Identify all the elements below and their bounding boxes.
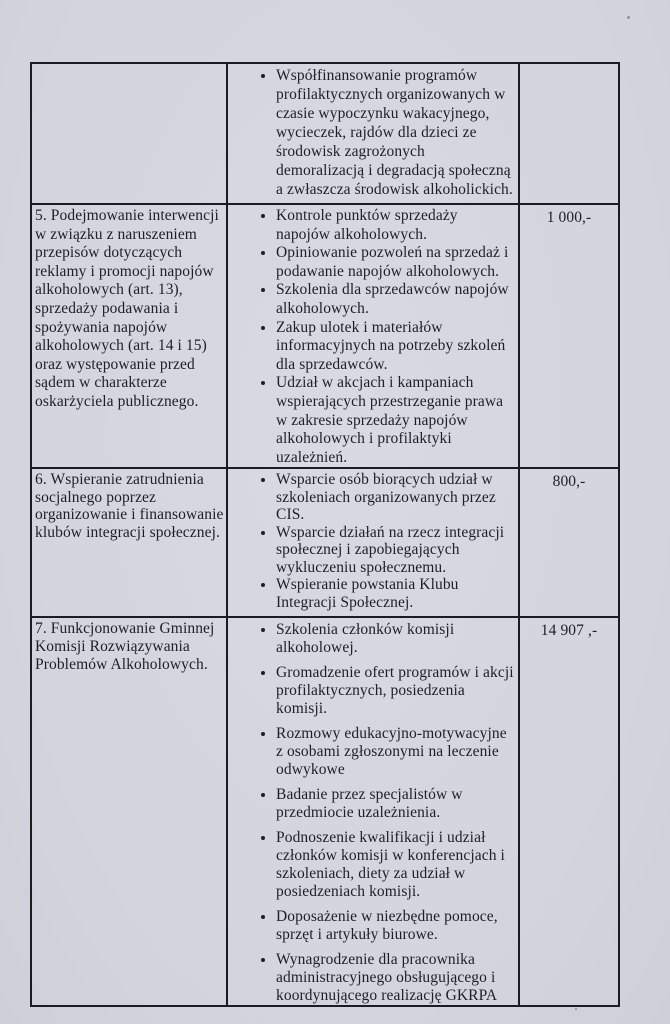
actions-cell bbox=[227, 468, 519, 617]
action-item: • Wynagrodzenie dla pracownika administracyjnego obsługującego i koordynującego realizację GKRPA bbox=[276, 951, 515, 1005]
table-row-continuation bbox=[31, 63, 619, 204]
action-item: • Kontrole punktów sprzedaży napojów alkoholowych. bbox=[276, 207, 515, 244]
action-item: • Wsparcie działań na rzecz integracji społecznej i zapobiegających wykluczeniu społecznemu. bbox=[276, 524, 515, 577]
action-item: • Doposażenie w niezbędne pomoce, sprzęt i artykuły biurowe. bbox=[276, 908, 515, 944]
amount-cell: 800,- bbox=[519, 468, 619, 617]
task-cell: 7. Funkcjonowanie Gminnej Komisji Rozwiązywania Problemów Alkoholowych. bbox=[31, 617, 227, 1006]
actions-list bbox=[228, 207, 518, 467]
action-item: • Współfinansowanie programów profilaktycznych organizowanych w czasie wypoczynku wakacyjnego, wycieczek, rajdów dla dzieci ze środowisk zagrożonych demoralizacją i degradacją społeczną a zwłaszcza środowisk alkoholickich. bbox=[276, 66, 515, 199]
action-item: • Gromadzenie ofert programów i akcji profilaktycznych, posiedzenia komisji. bbox=[276, 664, 515, 718]
action-item: • Badanie przez specjalistów w przedmiocie uzależnienia. bbox=[276, 786, 515, 822]
action-item: • Szkolenia dla sprzedawców napojów alkoholowych. bbox=[276, 281, 515, 318]
scan-speck bbox=[575, 1008, 577, 1010]
actions-cell bbox=[227, 204, 519, 468]
actions-list bbox=[228, 620, 518, 1005]
table-row-task-6 bbox=[31, 468, 619, 617]
program-tasks-table bbox=[30, 62, 620, 1007]
actions-list bbox=[228, 66, 518, 199]
amount-cell: 14 907 ,- bbox=[519, 617, 619, 1006]
action-item: • Podnoszenie kwalifikacji i udział członków komisji w konferencjach i szkoleniach, diety za udział w posiedzeniach komisji. bbox=[276, 829, 515, 901]
action-item: • Rozmowy edukacyjno-motywacyjne z osobami zgłoszonymi na leczenie odwykowe bbox=[276, 725, 515, 779]
task-cell: 5. Podejmowanie interwencji w związku z naruszeniem przepisów dotyczących reklamy i promocji napojów alkoholowych (art. 13), sprzedaży podawania i spożywania napojów alkoholowych (art. 14 i 15) oraz występowanie przed sądem w charakterze oskarżyciela publicznego. bbox=[31, 204, 227, 468]
action-item: • Szkolenia członków komisji alkoholowej. bbox=[276, 621, 515, 657]
scan-speck bbox=[627, 16, 630, 19]
table-row-task-7 bbox=[31, 617, 619, 1006]
task-cell bbox=[31, 63, 227, 204]
action-item: • Udział w akcjach i kampaniach wspierających przestrzeganie prawa w zakresie sprzedaży napojów alkoholowych i profilaktyki uzależnień. bbox=[276, 374, 515, 467]
table-row-task-5 bbox=[31, 204, 619, 468]
action-item: • Wspieranie powstania Klubu Integracji Społecznej. bbox=[276, 576, 515, 611]
action-item: • Opiniowanie pozwoleń na sprzedaż i podawanie napojów alkoholowych. bbox=[276, 244, 515, 281]
actions-cell bbox=[227, 617, 519, 1006]
amount-cell: 1 000,- bbox=[519, 204, 619, 468]
task-cell: 6. Wspieranie zatrudnienia socjalnego poprzez organizowanie i finansowanie klubów integracji społecznej. bbox=[31, 468, 227, 617]
action-item: • Zakup ulotek i materiałów informacyjnych na potrzeby szkoleń dla sprzedawców. bbox=[276, 319, 515, 375]
action-item: • Wsparcie osób biorących udział w szkoleniach organizowanych przez CIS. bbox=[276, 471, 515, 524]
actions-cell bbox=[227, 63, 519, 204]
actions-list bbox=[228, 471, 518, 611]
amount-cell bbox=[519, 63, 619, 204]
